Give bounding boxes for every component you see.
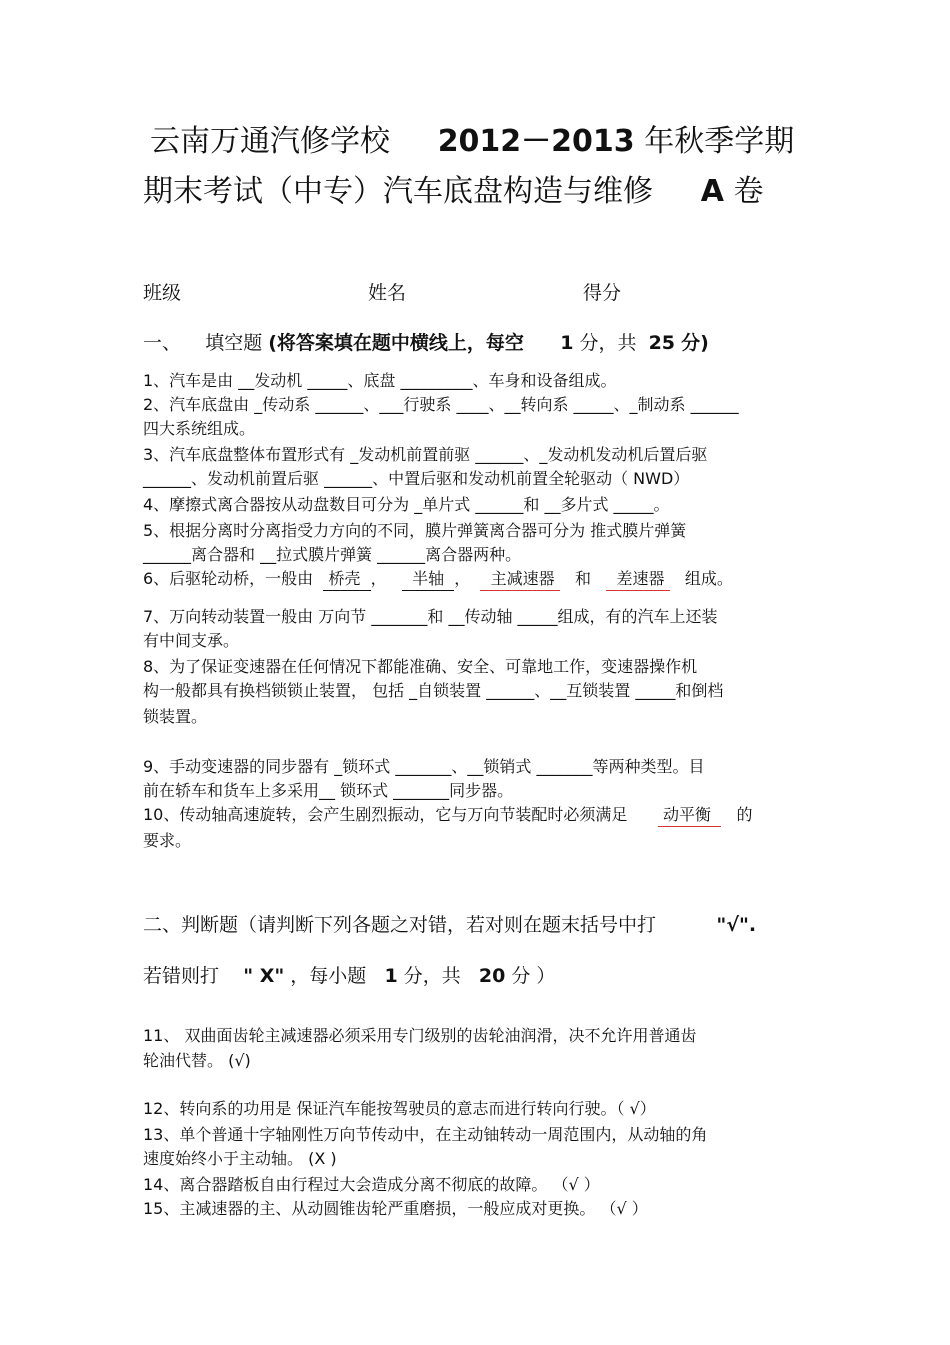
question-10-line-1: 10、传动轴高速旋转，会产生剧烈振动，它与万向节装配时必须满足 动平衡 的 [143,804,752,827]
question-9-line-2: 前在轿车和货车上多采用__ 锁环式 _______同步器。 [143,781,514,800]
question-8-line-1: 8、为了保证变速器在任何情况下都能准确、安全、可靠地工作，变速器操作机 [143,657,698,676]
question-11-line-2: 轮油代替。 (√) [143,1051,251,1070]
question-11-line-1: 11、 双曲面齿轮主减速器必须采用专门级别的齿轮油润滑，决不允许用普通齿 [143,1026,697,1045]
question-7-line-2: 有中间支承。 [143,631,240,650]
answer-blank: 动平衡 [658,804,721,827]
score-label: 得分 [583,282,622,304]
question-5-line-2: ______离合器和 __拉式膜片弹簧 ______离合器两种。 [143,545,522,564]
question-7-line-1: 7、万向转动装置一般由 万向节 _______和 __传动轴 _____组成，有的汽车上还装 [143,607,718,626]
question-14: 14、离合器踏板自由行程过大会造成分离不彻底的故障。 （√ ） [143,1175,600,1194]
question-6: 6、后驱轮动桥，一般由 桥壳 ， 半轴 ， 主减速器 和 差速器 组成。 [143,568,733,591]
question-10-line-2: 要求。 [143,831,192,850]
title-line-2: 期末考试（中专）汽车底盘构造与维修 A 卷 [143,174,764,209]
question-13-line-2: 速度始终小于主动轴。 (X ) [143,1149,337,1168]
question-13-line-1: 13、单个普通十字轴刚性万向节传动中，在主动铀转动一周范围内，从动轴的角 [143,1125,708,1144]
question-8-line-2: 构一般都具有换档锁锁止装置， 包括 _自锁装置 ______、__互锁装置 _____和倒档 [143,681,724,700]
answer-blank: 主减速器 [480,568,559,591]
title-line-1: 云南万通汽修学校 2012－2013 年秋季学期 [150,124,795,159]
question-1: 1、汽车是由 __发动机 _____、底盘 _________、车身和设备组成。 [143,371,617,390]
class-label: 班级 [143,282,182,304]
question-4: 4、摩擦式离合器按从动盘数目可分为 _单片式 ______和 __多片式 _____。 [143,495,670,514]
question-8-line-3: 锁装置。 [143,707,208,726]
header-fields [143,280,622,306]
answer-blank: 差速器 [606,568,669,591]
answer-blank: 桥壳 [323,568,370,591]
question-3-line-2: ______、发动机前置后驱 ______、中置后驱和发动机前置全轮驱动（ NWD） [143,469,690,488]
section2-heading-line-2: 若错则打 " X" ，每小题 1 分，共 20 分 ） [143,965,556,987]
question-2-line-2: 四大系统组成。 [143,419,256,438]
section1-heading: 一、 填空题 (将答案填在题中横线上，每空 1 分，共 25 分) [143,332,709,354]
name-label: 姓名 [368,282,407,304]
question-12: 12、转向系的功用是 保证汽车能按驾驶员的意志而进行转向行驶。（ √） [143,1099,656,1118]
question-9-line-1: 9、手动变速器的同步器有 _锁环式 _______、__锁销式 _______等两种类型。目 [143,757,705,776]
question-3-line-1: 3、汽车底盘整体布置形式有 _发动机前置前驱 ______、_发动机发动机后置后驱 [143,445,708,464]
question-5-line-1: 5、根据分离时分离指受力方向的不同，膜片弹簧离合器可分为 推式膜片弹簧 [143,521,687,540]
question-15: 15、主减速器的主、从动圆锥齿轮严重磨损，一般应成对更换。 （√ ） [143,1199,648,1218]
section2-heading-line-1: 二、判断题（请判断下列各题之对错，若对则在题末括号中打 "√". [143,914,757,936]
question-2-line-1: 2、汽车底盘由 _传动系 ______、___行驶系 ____、__转向系 _____、_制动系 ______ [143,395,739,414]
answer-blank: 半轴 [402,568,454,591]
